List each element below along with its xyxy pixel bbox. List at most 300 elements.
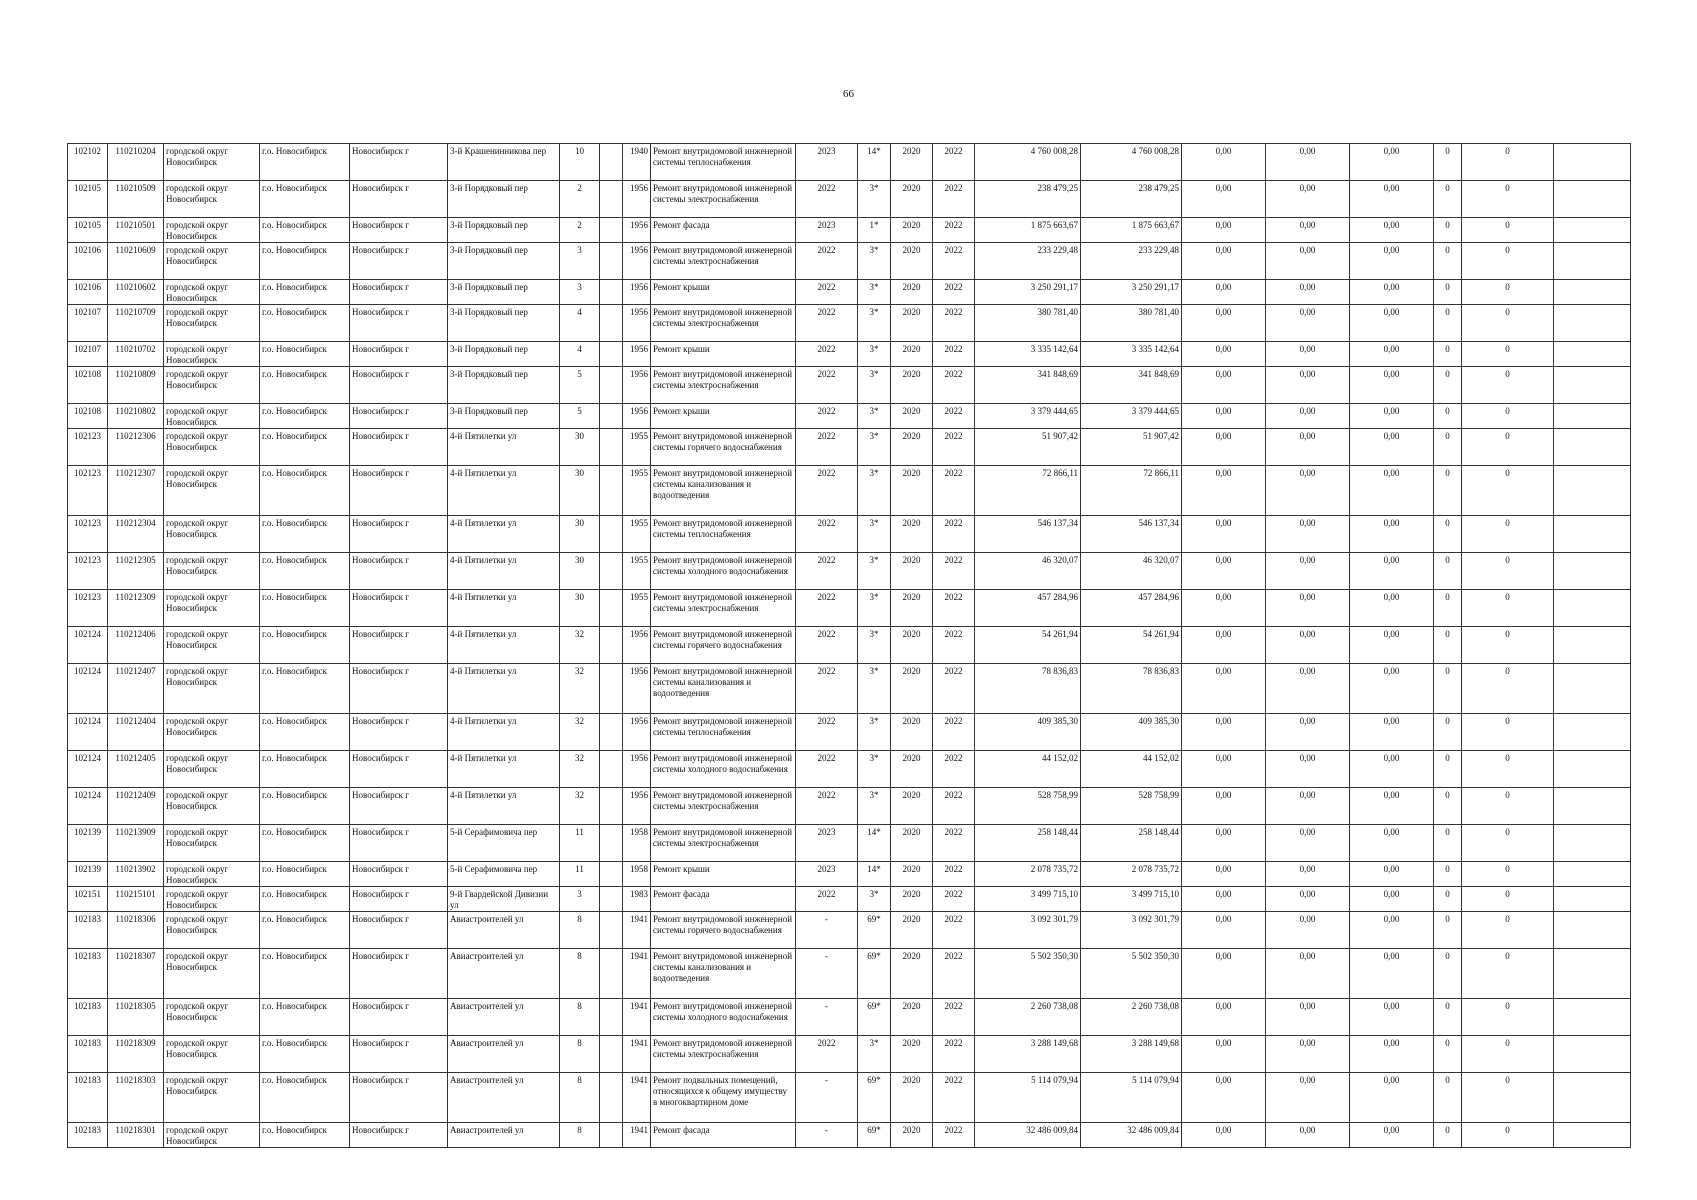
- cell-year-start: 2020: [891, 1123, 933, 1148]
- cell-house-number: 4: [560, 305, 600, 342]
- cell-locality: Новосибирск г: [350, 887, 448, 912]
- cell-owners-funds: 0: [1434, 1073, 1462, 1123]
- cell-work-type: Ремонт внутридомовой инженерной системы электроснабжения: [651, 1036, 796, 1073]
- cell-fund-cost: 4 760 008,28: [1081, 144, 1182, 181]
- cell-fund-cost: 233 229,48: [1081, 243, 1182, 280]
- table-row: [68, 862, 1631, 887]
- cell-budget-local: 0,00: [1350, 862, 1434, 887]
- cell-note: [1554, 466, 1631, 516]
- cell-budget-local: 0,00: [1350, 949, 1434, 999]
- cell-year-end: 2022: [933, 999, 975, 1036]
- cell-house-id: 102183: [68, 1073, 108, 1123]
- cell-code: 3*: [858, 243, 891, 280]
- cell-fund-cost: 3 250 291,17: [1081, 280, 1182, 305]
- cell-year-plan: 2022: [796, 887, 858, 912]
- cell-municipality: городской округ Новосибирск: [164, 1073, 260, 1123]
- cell-municipality: городской округ Новосибирск: [164, 664, 260, 714]
- cell-work-type: Ремонт крыши: [651, 342, 796, 367]
- cell-year-end: 2022: [933, 1073, 975, 1123]
- cell-street: Авиастроителей ул: [448, 912, 560, 949]
- cell-owners-funds: 0: [1434, 243, 1462, 280]
- cell-owners-funds: 0: [1434, 887, 1462, 912]
- cell-year-built: 1983: [623, 887, 651, 912]
- cell-note: [1554, 912, 1631, 949]
- cell-house-id: 102183: [68, 1123, 108, 1148]
- cell-locality: Новосибирск г: [350, 664, 448, 714]
- cell-note: [1554, 429, 1631, 466]
- cell-note: [1554, 949, 1631, 999]
- cell-work-id: 110218309: [108, 1036, 164, 1073]
- cell-house-number: 5: [560, 367, 600, 404]
- cell-owners-funds: 0: [1434, 516, 1462, 553]
- cell-year-plan: -: [796, 912, 858, 949]
- cell-work-type: Ремонт крыши: [651, 280, 796, 305]
- cell-work-id: 110212309: [108, 590, 164, 627]
- cell-work-id: 110210602: [108, 280, 164, 305]
- cell-budget-region: 0,00: [1266, 404, 1350, 429]
- cell-budget-region: 0,00: [1266, 553, 1350, 590]
- cell-code: 3*: [858, 590, 891, 627]
- cell-budget-region: 0,00: [1266, 466, 1350, 516]
- cell-work-id: 110212307: [108, 466, 164, 516]
- cell-municipal-abbr: г.о. Новосибирск: [260, 664, 350, 714]
- cell-owners-funds: 0: [1434, 664, 1462, 714]
- cell-work-id: 110210204: [108, 144, 164, 181]
- cell-budget-region: 0,00: [1266, 1036, 1350, 1073]
- cell-year-built: 1941: [623, 1073, 651, 1123]
- cell-municipality: городской округ Новосибирск: [164, 342, 260, 367]
- cell-locality: Новосибирск г: [350, 466, 448, 516]
- cell-total-cost: 3 335 142,64: [975, 342, 1081, 367]
- cell-year-start: 2020: [891, 627, 933, 664]
- cell-building: [600, 466, 623, 516]
- cell-budget-region: 0,00: [1266, 825, 1350, 862]
- cell-other-funds: 0: [1462, 218, 1554, 243]
- cell-building: [600, 912, 623, 949]
- cell-budget-federal: 0,00: [1182, 887, 1266, 912]
- cell-street: 5-й Серафимовича пер: [448, 825, 560, 862]
- cell-municipality: городской округ Новосибирск: [164, 788, 260, 825]
- cell-budget-region: 0,00: [1266, 429, 1350, 466]
- cell-other-funds: 0: [1462, 590, 1554, 627]
- cell-note: [1554, 1036, 1631, 1073]
- cell-year-end: 2022: [933, 553, 975, 590]
- cell-street: 4-й Пятилетки ул: [448, 590, 560, 627]
- cell-note: [1554, 825, 1631, 862]
- cell-street: 4-й Пятилетки ул: [448, 429, 560, 466]
- cell-municipality: городской округ Новосибирск: [164, 999, 260, 1036]
- cell-year-built: 1956: [623, 243, 651, 280]
- cell-budget-region: 0,00: [1266, 714, 1350, 751]
- cell-year-end: 2022: [933, 1123, 975, 1148]
- cell-street: 4-й Пятилетки ул: [448, 788, 560, 825]
- cell-locality: Новосибирск г: [350, 949, 448, 999]
- cell-street: Авиастроителей ул: [448, 999, 560, 1036]
- cell-work-id: 110218303: [108, 1073, 164, 1123]
- cell-year-end: 2022: [933, 627, 975, 664]
- cell-year-plan: -: [796, 949, 858, 999]
- cell-building: [600, 429, 623, 466]
- cell-code: 3*: [858, 664, 891, 714]
- cell-municipal-abbr: г.о. Новосибирск: [260, 627, 350, 664]
- cell-work-type: Ремонт фасада: [651, 887, 796, 912]
- cell-house-id: 102123: [68, 516, 108, 553]
- cell-owners-funds: 0: [1434, 825, 1462, 862]
- cell-work-type: Ремонт внутридомовой инженерной системы горячего водоснабжения: [651, 627, 796, 664]
- cell-budget-federal: 0,00: [1182, 714, 1266, 751]
- cell-code: 69*: [858, 912, 891, 949]
- cell-work-id: 110212406: [108, 627, 164, 664]
- cell-owners-funds: 0: [1434, 280, 1462, 305]
- cell-year-built: 1956: [623, 788, 651, 825]
- cell-building: [600, 280, 623, 305]
- cell-note: [1554, 144, 1631, 181]
- cell-municipal-abbr: г.о. Новосибирск: [260, 305, 350, 342]
- cell-year-plan: 2022: [796, 342, 858, 367]
- cell-other-funds: 0: [1462, 553, 1554, 590]
- cell-total-cost: 46 320,07: [975, 553, 1081, 590]
- cell-municipal-abbr: г.о. Новосибирск: [260, 887, 350, 912]
- table-row: [68, 1073, 1631, 1123]
- cell-total-cost: 2 078 735,72: [975, 862, 1081, 887]
- table-row: [68, 342, 1631, 367]
- cell-municipal-abbr: г.о. Новосибирск: [260, 714, 350, 751]
- cell-municipality: городской округ Новосибирск: [164, 466, 260, 516]
- cell-year-end: 2022: [933, 429, 975, 466]
- cell-building: [600, 181, 623, 218]
- cell-total-cost: 78 836,83: [975, 664, 1081, 714]
- cell-budget-local: 0,00: [1350, 218, 1434, 243]
- cell-house-number: 10: [560, 144, 600, 181]
- cell-note: [1554, 367, 1631, 404]
- cell-budget-region: 0,00: [1266, 181, 1350, 218]
- cell-building: [600, 1036, 623, 1073]
- cell-street: 4-й Пятилетки ул: [448, 664, 560, 714]
- cell-fund-cost: 3 335 142,64: [1081, 342, 1182, 367]
- cell-fund-cost: 3 499 715,10: [1081, 887, 1182, 912]
- cell-work-id: 110212306: [108, 429, 164, 466]
- cell-year-end: 2022: [933, 367, 975, 404]
- cell-street: 3-й Порядковый пер: [448, 243, 560, 280]
- cell-work-id: 110212305: [108, 553, 164, 590]
- cell-budget-local: 0,00: [1350, 280, 1434, 305]
- cell-budget-local: 0,00: [1350, 664, 1434, 714]
- cell-municipality: городской округ Новосибирск: [164, 367, 260, 404]
- cell-total-cost: 44 152,02: [975, 751, 1081, 788]
- cell-year-built: 1941: [623, 1123, 651, 1148]
- cell-work-type: Ремонт подвальных помещений, относящихся к общему имуществу в многоквартирном доме: [651, 1073, 796, 1123]
- cell-year-start: 2020: [891, 1036, 933, 1073]
- cell-owners-funds: 0: [1434, 218, 1462, 243]
- cell-house-id: 102105: [68, 218, 108, 243]
- cell-year-plan: -: [796, 1123, 858, 1148]
- cell-fund-cost: 2 260 738,08: [1081, 999, 1182, 1036]
- cell-locality: Новосибирск г: [350, 218, 448, 243]
- cell-locality: Новосибирск г: [350, 825, 448, 862]
- cell-total-cost: 3 379 444,65: [975, 404, 1081, 429]
- cell-budget-federal: 0,00: [1182, 590, 1266, 627]
- cell-building: [600, 144, 623, 181]
- cell-owners-funds: 0: [1434, 999, 1462, 1036]
- cell-street: Авиастроителей ул: [448, 949, 560, 999]
- cell-building: [600, 342, 623, 367]
- cell-year-plan: 2022: [796, 516, 858, 553]
- table-row: [68, 404, 1631, 429]
- cell-code: 3*: [858, 429, 891, 466]
- cell-year-start: 2020: [891, 590, 933, 627]
- cell-house-number: 3: [560, 243, 600, 280]
- cell-work-id: 110212404: [108, 714, 164, 751]
- cell-street: 3-й Порядковый пер: [448, 367, 560, 404]
- cell-house-id: 102102: [68, 144, 108, 181]
- cell-year-built: 1956: [623, 367, 651, 404]
- cell-building: [600, 887, 623, 912]
- cell-year-end: 2022: [933, 714, 975, 751]
- cell-house-id: 102183: [68, 999, 108, 1036]
- cell-code: 3*: [858, 516, 891, 553]
- cell-other-funds: 0: [1462, 887, 1554, 912]
- cell-fund-cost: 238 479,25: [1081, 181, 1182, 218]
- cell-note: [1554, 181, 1631, 218]
- cell-year-built: 1956: [623, 751, 651, 788]
- cell-other-funds: 0: [1462, 714, 1554, 751]
- cell-budget-federal: 0,00: [1182, 367, 1266, 404]
- cell-municipality: городской округ Новосибирск: [164, 912, 260, 949]
- cell-other-funds: 0: [1462, 912, 1554, 949]
- cell-year-end: 2022: [933, 243, 975, 280]
- cell-budget-local: 0,00: [1350, 887, 1434, 912]
- cell-municipal-abbr: г.о. Новосибирск: [260, 1036, 350, 1073]
- cell-year-plan: 2022: [796, 367, 858, 404]
- cell-street: Авиастроителей ул: [448, 1073, 560, 1123]
- cell-locality: Новосибирск г: [350, 1036, 448, 1073]
- cell-locality: Новосибирск г: [350, 714, 448, 751]
- cell-house-id: 102123: [68, 429, 108, 466]
- cell-code: 69*: [858, 949, 891, 999]
- cell-year-plan: 2022: [796, 553, 858, 590]
- table-row: [68, 429, 1631, 466]
- cell-owners-funds: 0: [1434, 466, 1462, 516]
- cell-work-id: 110218305: [108, 999, 164, 1036]
- cell-municipal-abbr: г.о. Новосибирск: [260, 367, 350, 404]
- cell-street: 3-й Порядковый пер: [448, 218, 560, 243]
- cell-house-number: 30: [560, 553, 600, 590]
- cell-municipality: городской округ Новосибирск: [164, 862, 260, 887]
- cell-municipal-abbr: г.о. Новосибирск: [260, 862, 350, 887]
- cell-budget-federal: 0,00: [1182, 181, 1266, 218]
- cell-work-type: Ремонт внутридомовой инженерной системы электроснабжения: [651, 788, 796, 825]
- cell-budget-region: 0,00: [1266, 218, 1350, 243]
- cell-budget-local: 0,00: [1350, 367, 1434, 404]
- cell-house-id: 102123: [68, 590, 108, 627]
- cell-year-start: 2020: [891, 429, 933, 466]
- cell-total-cost: 238 479,25: [975, 181, 1081, 218]
- cell-fund-cost: 3 288 149,68: [1081, 1036, 1182, 1073]
- cell-fund-cost: 3 379 444,65: [1081, 404, 1182, 429]
- cell-other-funds: 0: [1462, 1073, 1554, 1123]
- cell-owners-funds: 0: [1434, 367, 1462, 404]
- cell-budget-region: 0,00: [1266, 664, 1350, 714]
- cell-year-start: 2020: [891, 367, 933, 404]
- cell-budget-local: 0,00: [1350, 144, 1434, 181]
- cell-total-cost: 457 284,96: [975, 590, 1081, 627]
- cell-municipal-abbr: г.о. Новосибирск: [260, 553, 350, 590]
- cell-budget-local: 0,00: [1350, 1073, 1434, 1123]
- cell-budget-region: 0,00: [1266, 912, 1350, 949]
- cell-municipal-abbr: г.о. Новосибирск: [260, 912, 350, 949]
- cell-code: 3*: [858, 466, 891, 516]
- cell-budget-region: 0,00: [1266, 1123, 1350, 1148]
- cell-house-number: 3: [560, 280, 600, 305]
- cell-locality: Новосибирск г: [350, 367, 448, 404]
- cell-budget-region: 0,00: [1266, 144, 1350, 181]
- cell-work-type: Ремонт внутридомовой инженерной системы канализования и водоотведения: [651, 949, 796, 999]
- cell-locality: Новосибирск г: [350, 305, 448, 342]
- table-row: [68, 788, 1631, 825]
- cell-year-start: 2020: [891, 887, 933, 912]
- cell-owners-funds: 0: [1434, 429, 1462, 466]
- cell-house-id: 102124: [68, 627, 108, 664]
- cell-budget-region: 0,00: [1266, 887, 1350, 912]
- cell-budget-local: 0,00: [1350, 825, 1434, 862]
- cell-year-end: 2022: [933, 342, 975, 367]
- cell-note: [1554, 664, 1631, 714]
- cell-budget-region: 0,00: [1266, 862, 1350, 887]
- cell-total-cost: 3 250 291,17: [975, 280, 1081, 305]
- work-registry-table: [67, 143, 1631, 1148]
- cell-year-plan: 2022: [796, 466, 858, 516]
- cell-fund-cost: 72 866,11: [1081, 466, 1182, 516]
- cell-year-start: 2020: [891, 305, 933, 342]
- cell-note: [1554, 788, 1631, 825]
- cell-house-number: 11: [560, 825, 600, 862]
- cell-year-built: 1956: [623, 342, 651, 367]
- cell-work-type: Ремонт внутридомовой инженерной системы электроснабжения: [651, 367, 796, 404]
- cell-code: 3*: [858, 280, 891, 305]
- cell-note: [1554, 243, 1631, 280]
- cell-total-cost: 51 907,42: [975, 429, 1081, 466]
- cell-budget-federal: 0,00: [1182, 751, 1266, 788]
- cell-code: 3*: [858, 627, 891, 664]
- cell-budget-federal: 0,00: [1182, 305, 1266, 342]
- cell-house-id: 102151: [68, 887, 108, 912]
- cell-year-start: 2020: [891, 342, 933, 367]
- cell-budget-federal: 0,00: [1182, 144, 1266, 181]
- cell-other-funds: 0: [1462, 627, 1554, 664]
- cell-year-built: 1941: [623, 999, 651, 1036]
- cell-work-id: 110210709: [108, 305, 164, 342]
- cell-total-cost: 5 114 079,94: [975, 1073, 1081, 1123]
- cell-other-funds: 0: [1462, 181, 1554, 218]
- cell-year-built: 1956: [623, 627, 651, 664]
- cell-building: [600, 367, 623, 404]
- cell-total-cost: 32 486 009,84: [975, 1123, 1081, 1148]
- cell-municipality: городской округ Новосибирск: [164, 280, 260, 305]
- cell-code: 3*: [858, 553, 891, 590]
- cell-budget-federal: 0,00: [1182, 342, 1266, 367]
- cell-other-funds: 0: [1462, 825, 1554, 862]
- cell-municipal-abbr: г.о. Новосибирск: [260, 949, 350, 999]
- cell-budget-federal: 0,00: [1182, 1123, 1266, 1148]
- cell-budget-local: 0,00: [1350, 999, 1434, 1036]
- cell-other-funds: 0: [1462, 429, 1554, 466]
- cell-budget-region: 0,00: [1266, 590, 1350, 627]
- cell-year-end: 2022: [933, 144, 975, 181]
- cell-code: 3*: [858, 1036, 891, 1073]
- cell-year-built: 1940: [623, 144, 651, 181]
- cell-budget-region: 0,00: [1266, 243, 1350, 280]
- cell-work-type: Ремонт внутридомовой инженерной системы холодного водоснабжения: [651, 553, 796, 590]
- cell-budget-local: 0,00: [1350, 305, 1434, 342]
- cell-code: 1*: [858, 218, 891, 243]
- cell-house-id: 102124: [68, 714, 108, 751]
- cell-budget-region: 0,00: [1266, 280, 1350, 305]
- cell-fund-cost: 5 502 350,30: [1081, 949, 1182, 999]
- cell-year-built: 1956: [623, 404, 651, 429]
- cell-year-start: 2020: [891, 999, 933, 1036]
- cell-building: [600, 788, 623, 825]
- cell-street: 4-й Пятилетки ул: [448, 751, 560, 788]
- cell-note: [1554, 342, 1631, 367]
- cell-municipality: городской округ Новосибирск: [164, 404, 260, 429]
- cell-municipality: городской округ Новосибирск: [164, 429, 260, 466]
- cell-house-number: 2: [560, 218, 600, 243]
- cell-year-start: 2020: [891, 714, 933, 751]
- cell-budget-local: 0,00: [1350, 1036, 1434, 1073]
- cell-municipal-abbr: г.о. Новосибирск: [260, 516, 350, 553]
- cell-work-type: Ремонт внутридомовой инженерной системы холодного водоснабжения: [651, 751, 796, 788]
- cell-note: [1554, 280, 1631, 305]
- cell-building: [600, 553, 623, 590]
- cell-municipal-abbr: г.о. Новосибирск: [260, 825, 350, 862]
- cell-street: 9-й Гвардейской Дивизии ул: [448, 887, 560, 912]
- cell-total-cost: 5 502 350,30: [975, 949, 1081, 999]
- cell-budget-federal: 0,00: [1182, 825, 1266, 862]
- cell-total-cost: 3 499 715,10: [975, 887, 1081, 912]
- cell-house-id: 102124: [68, 788, 108, 825]
- cell-budget-federal: 0,00: [1182, 999, 1266, 1036]
- cell-budget-federal: 0,00: [1182, 280, 1266, 305]
- cell-work-type: Ремонт внутридомовой инженерной системы холодного водоснабжения: [651, 999, 796, 1036]
- cell-year-end: 2022: [933, 404, 975, 429]
- cell-year-start: 2020: [891, 218, 933, 243]
- cell-fund-cost: 380 781,40: [1081, 305, 1182, 342]
- cell-house-id: 102106: [68, 280, 108, 305]
- cell-budget-region: 0,00: [1266, 516, 1350, 553]
- cell-work-id: 110212409: [108, 788, 164, 825]
- cell-locality: Новосибирск г: [350, 912, 448, 949]
- cell-work-type: Ремонт внутридомовой инженерной системы электроснабжения: [651, 243, 796, 280]
- table-row: [68, 751, 1631, 788]
- cell-fund-cost: 546 137,34: [1081, 516, 1182, 553]
- cell-year-end: 2022: [933, 949, 975, 999]
- cell-owners-funds: 0: [1434, 714, 1462, 751]
- cell-house-number: 2: [560, 181, 600, 218]
- table-row: [68, 949, 1631, 999]
- cell-budget-federal: 0,00: [1182, 516, 1266, 553]
- cell-total-cost: 341 848,69: [975, 367, 1081, 404]
- cell-budget-local: 0,00: [1350, 181, 1434, 218]
- page-number: 66: [843, 88, 854, 100]
- cell-budget-federal: 0,00: [1182, 627, 1266, 664]
- cell-fund-cost: 258 148,44: [1081, 825, 1182, 862]
- cell-budget-local: 0,00: [1350, 751, 1434, 788]
- cell-total-cost: 1 875 663,67: [975, 218, 1081, 243]
- cell-house-id: 102139: [68, 862, 108, 887]
- cell-code: 3*: [858, 751, 891, 788]
- cell-municipality: городской округ Новосибирск: [164, 887, 260, 912]
- cell-total-cost: 3 288 149,68: [975, 1036, 1081, 1073]
